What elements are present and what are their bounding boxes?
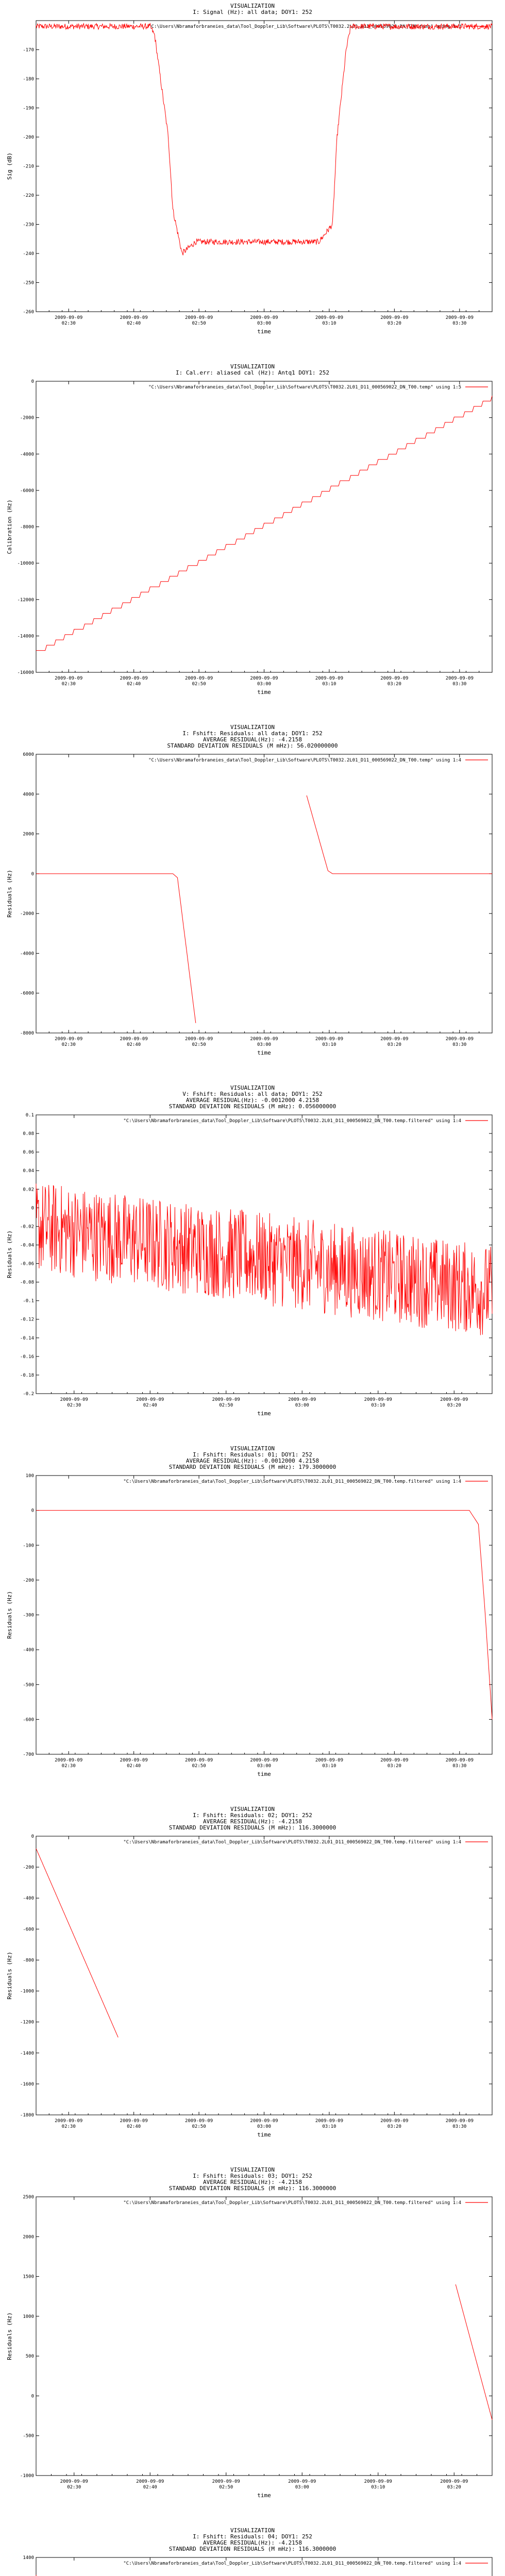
- x-tick-label: 02:30: [61, 682, 76, 687]
- x-tick-label: 2009-09-09: [60, 2479, 88, 2484]
- y-axis-label: Residuals (Hz): [6, 2312, 13, 2360]
- legend-entry: "C:\Users\Nbramaforbraneies_data\Tool_Doppler_Lib\Software\PLOTS\T0032.2L01_D11_000569022_DN_T00.temp" using 1:4: [148, 758, 461, 763]
- x-tick-label: 2009-09-09: [120, 315, 148, 320]
- y-tick-label: -190: [23, 106, 34, 111]
- series-line: [36, 24, 492, 256]
- y-axis-label: Residuals (Hz): [6, 870, 13, 918]
- y-tick-label: -400: [23, 1648, 34, 1653]
- x-tick-label: 2009-09-09: [184, 676, 213, 681]
- x-tick-label: 02:30: [67, 2485, 81, 2490]
- x-tick-label: 03:10: [371, 2485, 385, 2490]
- chart-subtitle: AVERAGE RESIDUAL(Hz): -4.2158: [203, 736, 302, 743]
- y-tick-label: -300: [23, 1613, 34, 1618]
- y-tick-label: -0.2: [23, 1392, 34, 1397]
- series-line: [36, 1511, 492, 1720]
- x-tick-label: 03:10: [322, 682, 336, 687]
- x-tick-label: 2009-09-09: [445, 1037, 474, 1042]
- chart-svg: [0, 2164, 505, 2524]
- legend-entry: "C:\Users\Nbramaforbraneies_data\Tool_Doppler_Lib\Software\PLOTS\T0032.2L01_D11_000569022_DN_T00.temp.filtered" using 1:4: [123, 2200, 461, 2206]
- y-tick-label: 0.02: [23, 1187, 34, 1193]
- y-tick-label: 0: [31, 379, 34, 384]
- chart-title: VISUALIZATION: [230, 2527, 275, 2534]
- legend-entry: "C:\Users\Nbramaforbraneies_data\Tool_Doppler_Lib\Software\PLOTS\T0032.2L01_D11_000569022_DN_T00.temp.filtered" using 1:4: [123, 1479, 461, 1484]
- plot-frame: [36, 1476, 492, 1754]
- y-tick-label: 0: [31, 1508, 34, 1514]
- legend-entry: "C:\Users\Nbramaforbraneies_data\Tool_Doppler_Lib\Software\PLOTS\T0032.2L01_D11_000569022_DN_T00.temp.filtered" using 1:4: [123, 2561, 461, 2566]
- x-tick-label: 02:40: [143, 1403, 157, 1408]
- series-line: [36, 1184, 492, 1335]
- y-tick-label: -400: [23, 1896, 34, 1902]
- y-tick-label: 0: [31, 1206, 34, 1211]
- x-tick-label: 2009-09-09: [184, 1037, 213, 1042]
- y-tick-label: -4000: [20, 452, 34, 457]
- x-tick-label: 02:40: [127, 2124, 141, 2129]
- x-tick-label: 2009-09-09: [315, 315, 344, 320]
- x-tick-label: 2009-09-09: [288, 2479, 316, 2484]
- y-tick-label: 100: [25, 1473, 34, 1479]
- x-tick-label: 02:50: [192, 1042, 206, 1047]
- plot-frame: [36, 21, 492, 312]
- y-tick-label: -0.04: [20, 1243, 34, 1248]
- x-tick-label: 02:30: [67, 1403, 81, 1408]
- y-tick-label: -600: [23, 1717, 34, 1723]
- x-tick-label: 03:30: [452, 2124, 467, 2129]
- y-tick-label: 0: [31, 1834, 34, 1839]
- chart-subtitle: I: Signal (Hz): all data; DOY1: 252: [193, 9, 312, 15]
- y-tick-label: 0.04: [23, 1168, 34, 1174]
- x-tick-label: 2009-09-09: [250, 1758, 278, 1763]
- chart-subtitle: I: Fshift: Residuals: all data; DOY1: 252: [182, 730, 323, 737]
- x-tick-label: 2009-09-09: [250, 315, 278, 320]
- chart-title: VISUALIZATION: [230, 724, 275, 731]
- x-tick-label: 2009-09-09: [380, 2119, 409, 2124]
- x-tick-label: 03:00: [257, 2124, 272, 2129]
- x-tick-label: 03:00: [257, 682, 272, 687]
- y-tick-label: -200: [23, 1578, 34, 1583]
- x-axis-label: time: [257, 689, 271, 696]
- y-tick-label: -8000: [20, 524, 34, 530]
- x-tick-label: 2009-09-09: [364, 2479, 392, 2484]
- chart-svg: [0, 2524, 505, 2576]
- chart-svg: [0, 361, 505, 721]
- x-tick-label: 2009-09-09: [315, 1758, 344, 1763]
- x-tick-label: 03:10: [371, 1403, 385, 1408]
- chart-subtitle: I: Fshift: Residuals: 02; DOY1: 252: [193, 1812, 312, 1819]
- x-tick-label: 2009-09-09: [55, 676, 83, 681]
- x-tick-label: 03:00: [257, 1764, 272, 1769]
- x-tick-label: 2009-09-09: [184, 1758, 213, 1763]
- series-line: [36, 396, 492, 650]
- series-line: [36, 795, 492, 1023]
- x-tick-label: 02:50: [192, 1764, 206, 1769]
- x-tick-label: 02:30: [61, 2124, 76, 2129]
- plot-frame: [36, 1115, 492, 1394]
- x-tick-label: 2009-09-09: [55, 315, 83, 320]
- y-tick-label: -0.16: [20, 1354, 34, 1360]
- chart-panel: [0, 1082, 505, 1443]
- series-line: [36, 1849, 118, 2038]
- y-tick-label: 6000: [23, 752, 34, 757]
- y-tick-label: -0.12: [20, 1317, 34, 1323]
- x-tick-label: 2009-09-09: [445, 1758, 474, 1763]
- chart-svg: [0, 721, 505, 1082]
- y-tick-label: -1600: [20, 2081, 34, 2087]
- x-tick-label: 2009-09-09: [120, 1037, 148, 1042]
- x-axis-label: time: [257, 2131, 271, 2138]
- plot-frame: [36, 754, 492, 1033]
- series-line: [456, 2284, 492, 2420]
- x-tick-label: 03:00: [257, 1042, 272, 1047]
- x-tick-label: 02:50: [219, 2485, 233, 2490]
- y-tick-label: -0.14: [20, 1335, 34, 1341]
- x-tick-label: 2009-09-09: [380, 1037, 409, 1042]
- x-axis-label: time: [257, 1771, 271, 1777]
- chart-svg: [0, 0, 505, 361]
- x-tick-label: 2009-09-09: [315, 1037, 344, 1042]
- x-tick-label: 2009-09-09: [380, 1758, 409, 1763]
- x-tick-label: 03:20: [387, 1042, 401, 1047]
- x-axis-label: time: [257, 328, 271, 335]
- y-axis-label: Calibration (Hz): [6, 499, 13, 554]
- y-tick-label: 0: [31, 871, 34, 877]
- y-tick-label: -1200: [20, 2020, 34, 2025]
- x-tick-label: 03:30: [452, 682, 467, 687]
- x-tick-label: 2009-09-09: [440, 1397, 468, 1402]
- legend-entry: "C:\Users\Nbramaforbraneies_data\Tool_Doppler_Lib\Software\PLOTS\T0032.2L01_D11_000569022_DN_T00.temp.filtered" using 1:4: [123, 1840, 461, 1845]
- x-axis-label: time: [257, 1049, 271, 1056]
- x-tick-label: 02:40: [143, 2485, 157, 2490]
- y-tick-label: -12000: [17, 597, 34, 603]
- y-tick-label: -220: [23, 193, 34, 198]
- x-tick-label: 2009-09-09: [315, 2119, 344, 2124]
- y-tick-label: 0.1: [25, 1113, 34, 1118]
- chart-title: VISUALIZATION: [230, 3, 275, 9]
- x-tick-label: 2009-09-09: [440, 2479, 468, 2484]
- x-tick-label: 03:30: [452, 321, 467, 326]
- x-tick-label: 2009-09-09: [315, 676, 344, 681]
- x-tick-label: 03:30: [452, 1764, 467, 1769]
- plot-frame: [36, 2557, 492, 2576]
- chart-subtitle: AVERAGE RESIDUAL(Hz): -0.0012000 4.2158: [186, 1458, 319, 1464]
- x-tick-label: 03:10: [322, 1764, 336, 1769]
- x-tick-label: 02:40: [127, 1764, 141, 1769]
- y-tick-label: -1800: [20, 2113, 34, 2118]
- plot-frame: [36, 1836, 492, 2115]
- chart-subtitle: STANDARD DEVIATION RESIDUALS (M mHz): 179.3000000: [169, 1464, 336, 1470]
- y-tick-label: 0: [31, 2394, 34, 2399]
- x-tick-label: 03:20: [447, 1403, 461, 1408]
- chart-panel: [0, 721, 505, 1082]
- y-tick-label: -1400: [20, 2050, 34, 2056]
- x-tick-label: 2009-09-09: [136, 1397, 164, 1402]
- x-tick-label: 03:20: [387, 1764, 401, 1769]
- x-tick-label: 03:00: [295, 2485, 309, 2490]
- y-tick-label: 500: [25, 2354, 34, 2360]
- y-tick-label: -0.18: [20, 1372, 34, 1378]
- y-tick-label: 1400: [23, 2555, 34, 2561]
- chart-svg: [0, 1443, 505, 1803]
- x-tick-label: 2009-09-09: [445, 2119, 474, 2124]
- chart-title: VISUALIZATION: [230, 2166, 275, 2173]
- chart-panel: [0, 2524, 505, 2576]
- x-tick-label: 2009-09-09: [380, 676, 409, 681]
- y-tick-label: -100: [23, 1543, 34, 1549]
- y-tick-label: -2000: [20, 911, 34, 917]
- x-tick-label: 2009-09-09: [364, 1397, 392, 1402]
- x-tick-label: 02:50: [219, 1403, 233, 1408]
- chart-subtitle: STANDARD DEVIATION RESIDUALS (M mHz): 56.020000000: [167, 742, 338, 749]
- chart-subtitle: STANDARD DEVIATION RESIDUALS (M mHz): 116.3000000: [169, 2546, 336, 2552]
- y-tick-label: -500: [23, 1682, 34, 1688]
- x-tick-label: 2009-09-09: [250, 676, 278, 681]
- x-tick-label: 03:10: [322, 2124, 336, 2129]
- x-tick-label: 03:10: [322, 321, 336, 326]
- x-tick-label: 03:10: [322, 1042, 336, 1047]
- chart-subtitle: I: Fshift: Residuals: 04; DOY1: 252: [193, 2533, 312, 2540]
- x-tick-label: 2009-09-09: [184, 2119, 213, 2124]
- chart-subtitle: STANDARD DEVIATION RESIDUALS (M mHz): 116.3000000: [169, 1824, 336, 1831]
- x-tick-label: 2009-09-09: [55, 2119, 83, 2124]
- plot-frame: [36, 2197, 492, 2476]
- x-tick-label: 2009-09-09: [136, 2479, 164, 2484]
- y-tick-label: -1000: [20, 1989, 34, 1994]
- chart-subtitle: STANDARD DEVIATION RESIDUALS (M mHz): 116.3000000: [169, 2185, 336, 2192]
- chart-panel: [0, 0, 505, 361]
- y-tick-label: -500: [23, 2433, 34, 2439]
- chart-subtitle: I: Fshift: Residuals: 01; DOY1: 252: [193, 1451, 312, 1458]
- y-tick-label: -260: [23, 310, 34, 315]
- x-tick-label: 02:50: [192, 682, 206, 687]
- y-tick-label: -10000: [17, 561, 34, 567]
- x-tick-label: 03:20: [387, 2124, 401, 2129]
- x-tick-label: 2009-09-09: [55, 1758, 83, 1763]
- x-tick-label: 2009-09-09: [120, 2119, 148, 2124]
- x-tick-label: 02:50: [192, 2124, 206, 2129]
- y-tick-label: -4000: [20, 951, 34, 957]
- legend-entry: "C:\Users\Nbramaforbraneies_data\Tool_Doppler_Lib\Software\PLOTS\T0032.2L01_D11_000569022_DN_T00.temp" using 1:3: [148, 24, 461, 29]
- x-tick-label: 02:50: [192, 321, 206, 326]
- y-tick-label: 1500: [23, 2274, 34, 2280]
- x-tick-label: 03:20: [387, 682, 401, 687]
- x-tick-label: 03:00: [257, 321, 272, 326]
- x-tick-label: 03:20: [387, 321, 401, 326]
- y-tick-label: 2000: [23, 832, 34, 837]
- chart-subtitle: AVERAGE RESIDUAL(Hz): -4.2158: [203, 2539, 302, 2546]
- y-tick-label: 0.06: [23, 1150, 34, 1156]
- y-tick-label: -6000: [20, 991, 34, 996]
- x-tick-label: 2009-09-09: [250, 1037, 278, 1042]
- chart-title: VISUALIZATION: [230, 1445, 275, 1452]
- x-tick-label: 2009-09-09: [288, 1397, 316, 1402]
- y-axis-label: Residuals (Hz): [6, 1952, 13, 1999]
- plot-frame: [36, 381, 492, 672]
- legend-entry: "C:\Users\Nbramaforbraneies_data\Tool_Doppler_Lib\Software\PLOTS\T0032.2L01_D11_000569022_DN_T00.temp.filtered" using 1:4: [123, 1118, 461, 1124]
- y-tick-label: -16000: [17, 670, 34, 675]
- y-tick-label: -0.02: [20, 1224, 34, 1230]
- x-tick-label: 2009-09-09: [120, 676, 148, 681]
- y-tick-label: -0.08: [20, 1280, 34, 1285]
- x-tick-label: 2009-09-09: [250, 2119, 278, 2124]
- chart-panel: [0, 361, 505, 721]
- y-tick-label: -600: [23, 1927, 34, 1933]
- chart-svg: [0, 1803, 505, 2164]
- x-tick-label: 03:30: [452, 1042, 467, 1047]
- y-tick-label: -240: [23, 251, 34, 257]
- y-tick-label: -0.1: [23, 1298, 34, 1304]
- x-tick-label: 02:40: [127, 1042, 141, 1047]
- y-tick-label: 1000: [23, 2314, 34, 2319]
- y-tick-label: 0.08: [23, 1131, 34, 1137]
- chart-title: VISUALIZATION: [230, 1806, 275, 1812]
- y-tick-label: -2000: [20, 415, 34, 421]
- chart-panel: [0, 1443, 505, 1803]
- x-tick-label: 2009-09-09: [120, 1758, 148, 1763]
- chart-panel: [0, 1803, 505, 2164]
- y-tick-label: 4000: [23, 792, 34, 798]
- x-tick-label: 2009-09-09: [55, 1037, 83, 1042]
- chart-subtitle: STANDARD DEVIATION RESIDUALS (M mHz): 0.056000000: [169, 1103, 336, 1110]
- x-tick-label: 02:30: [61, 1764, 76, 1769]
- chart-subtitle: I: Fshift: Residuals: 03; DOY1: 252: [193, 2173, 312, 2179]
- x-tick-label: 2009-09-09: [184, 315, 213, 320]
- y-tick-label: -0.06: [20, 1261, 34, 1267]
- chart-title: VISUALIZATION: [230, 1084, 275, 1091]
- y-tick-label: -8000: [20, 1031, 34, 1036]
- x-tick-label: 02:30: [61, 1042, 76, 1047]
- x-tick-label: 2009-09-09: [445, 676, 474, 681]
- x-tick-label: 2009-09-09: [60, 1397, 88, 1402]
- y-tick-label: -6000: [20, 488, 34, 494]
- y-tick-label: -700: [23, 1752, 34, 1757]
- legend-entry: "C:\Users\Nbramaforbraneies_data\Tool_Doppler_Lib\Software\PLOTS\T0032.2L01_D11_000569022_DN_T00.temp" using 1:5: [148, 385, 461, 390]
- y-axis-label: Residuals (Hz): [6, 1591, 13, 1639]
- y-tick-label: -210: [23, 164, 34, 170]
- x-axis-label: time: [257, 1410, 271, 1417]
- x-tick-label: 2009-09-09: [212, 2479, 240, 2484]
- x-tick-label: 02:40: [127, 682, 141, 687]
- y-tick-label: -1000: [20, 2473, 34, 2479]
- chart-subtitle: AVERAGE RESIDUAL(Hz): -4.2158: [203, 1818, 302, 1825]
- chart-svg: [0, 1082, 505, 1443]
- chart-panel: [0, 2164, 505, 2524]
- x-axis-label: time: [257, 2492, 271, 2499]
- y-tick-label: -14000: [17, 634, 34, 639]
- x-tick-label: 2009-09-09: [380, 315, 409, 320]
- x-tick-label: 02:40: [127, 321, 141, 326]
- x-tick-label: 03:20: [447, 2485, 461, 2490]
- y-tick-label: -250: [23, 280, 34, 286]
- chart-subtitle: AVERAGE RESIDUAL(Hz): -4.2158: [203, 2179, 302, 2185]
- y-tick-label: -230: [23, 222, 34, 228]
- y-axis-label: Sig (dB): [6, 152, 13, 180]
- x-tick-label: 02:30: [61, 321, 76, 326]
- chart-subtitle: V: Fshift: Residuals: all data; DOY1: 252: [182, 1091, 323, 1097]
- y-tick-label: 2000: [23, 2234, 34, 2240]
- y-tick-label: -180: [23, 77, 34, 82]
- y-tick-label: 2500: [23, 2195, 34, 2200]
- x-tick-label: 2009-09-09: [445, 315, 474, 320]
- y-tick-label: -200: [23, 1865, 34, 1871]
- y-tick-label: -800: [23, 1958, 34, 1963]
- chart-title: VISUALIZATION: [230, 363, 275, 370]
- chart-subtitle: I: Cal.err: aliased cal (Hz): Antq1 DOY1: 252: [175, 369, 329, 376]
- chart-subtitle: AVERAGE RESIDUAL(Hz): -0.0012000 4.2158: [186, 1097, 319, 1104]
- y-tick-label: -200: [23, 135, 34, 140]
- y-tick-label: -170: [23, 47, 34, 53]
- y-axis-label: Residuals (Hz): [6, 1230, 13, 1278]
- x-tick-label: 03:00: [295, 1403, 309, 1408]
- x-tick-label: 2009-09-09: [212, 1397, 240, 1402]
